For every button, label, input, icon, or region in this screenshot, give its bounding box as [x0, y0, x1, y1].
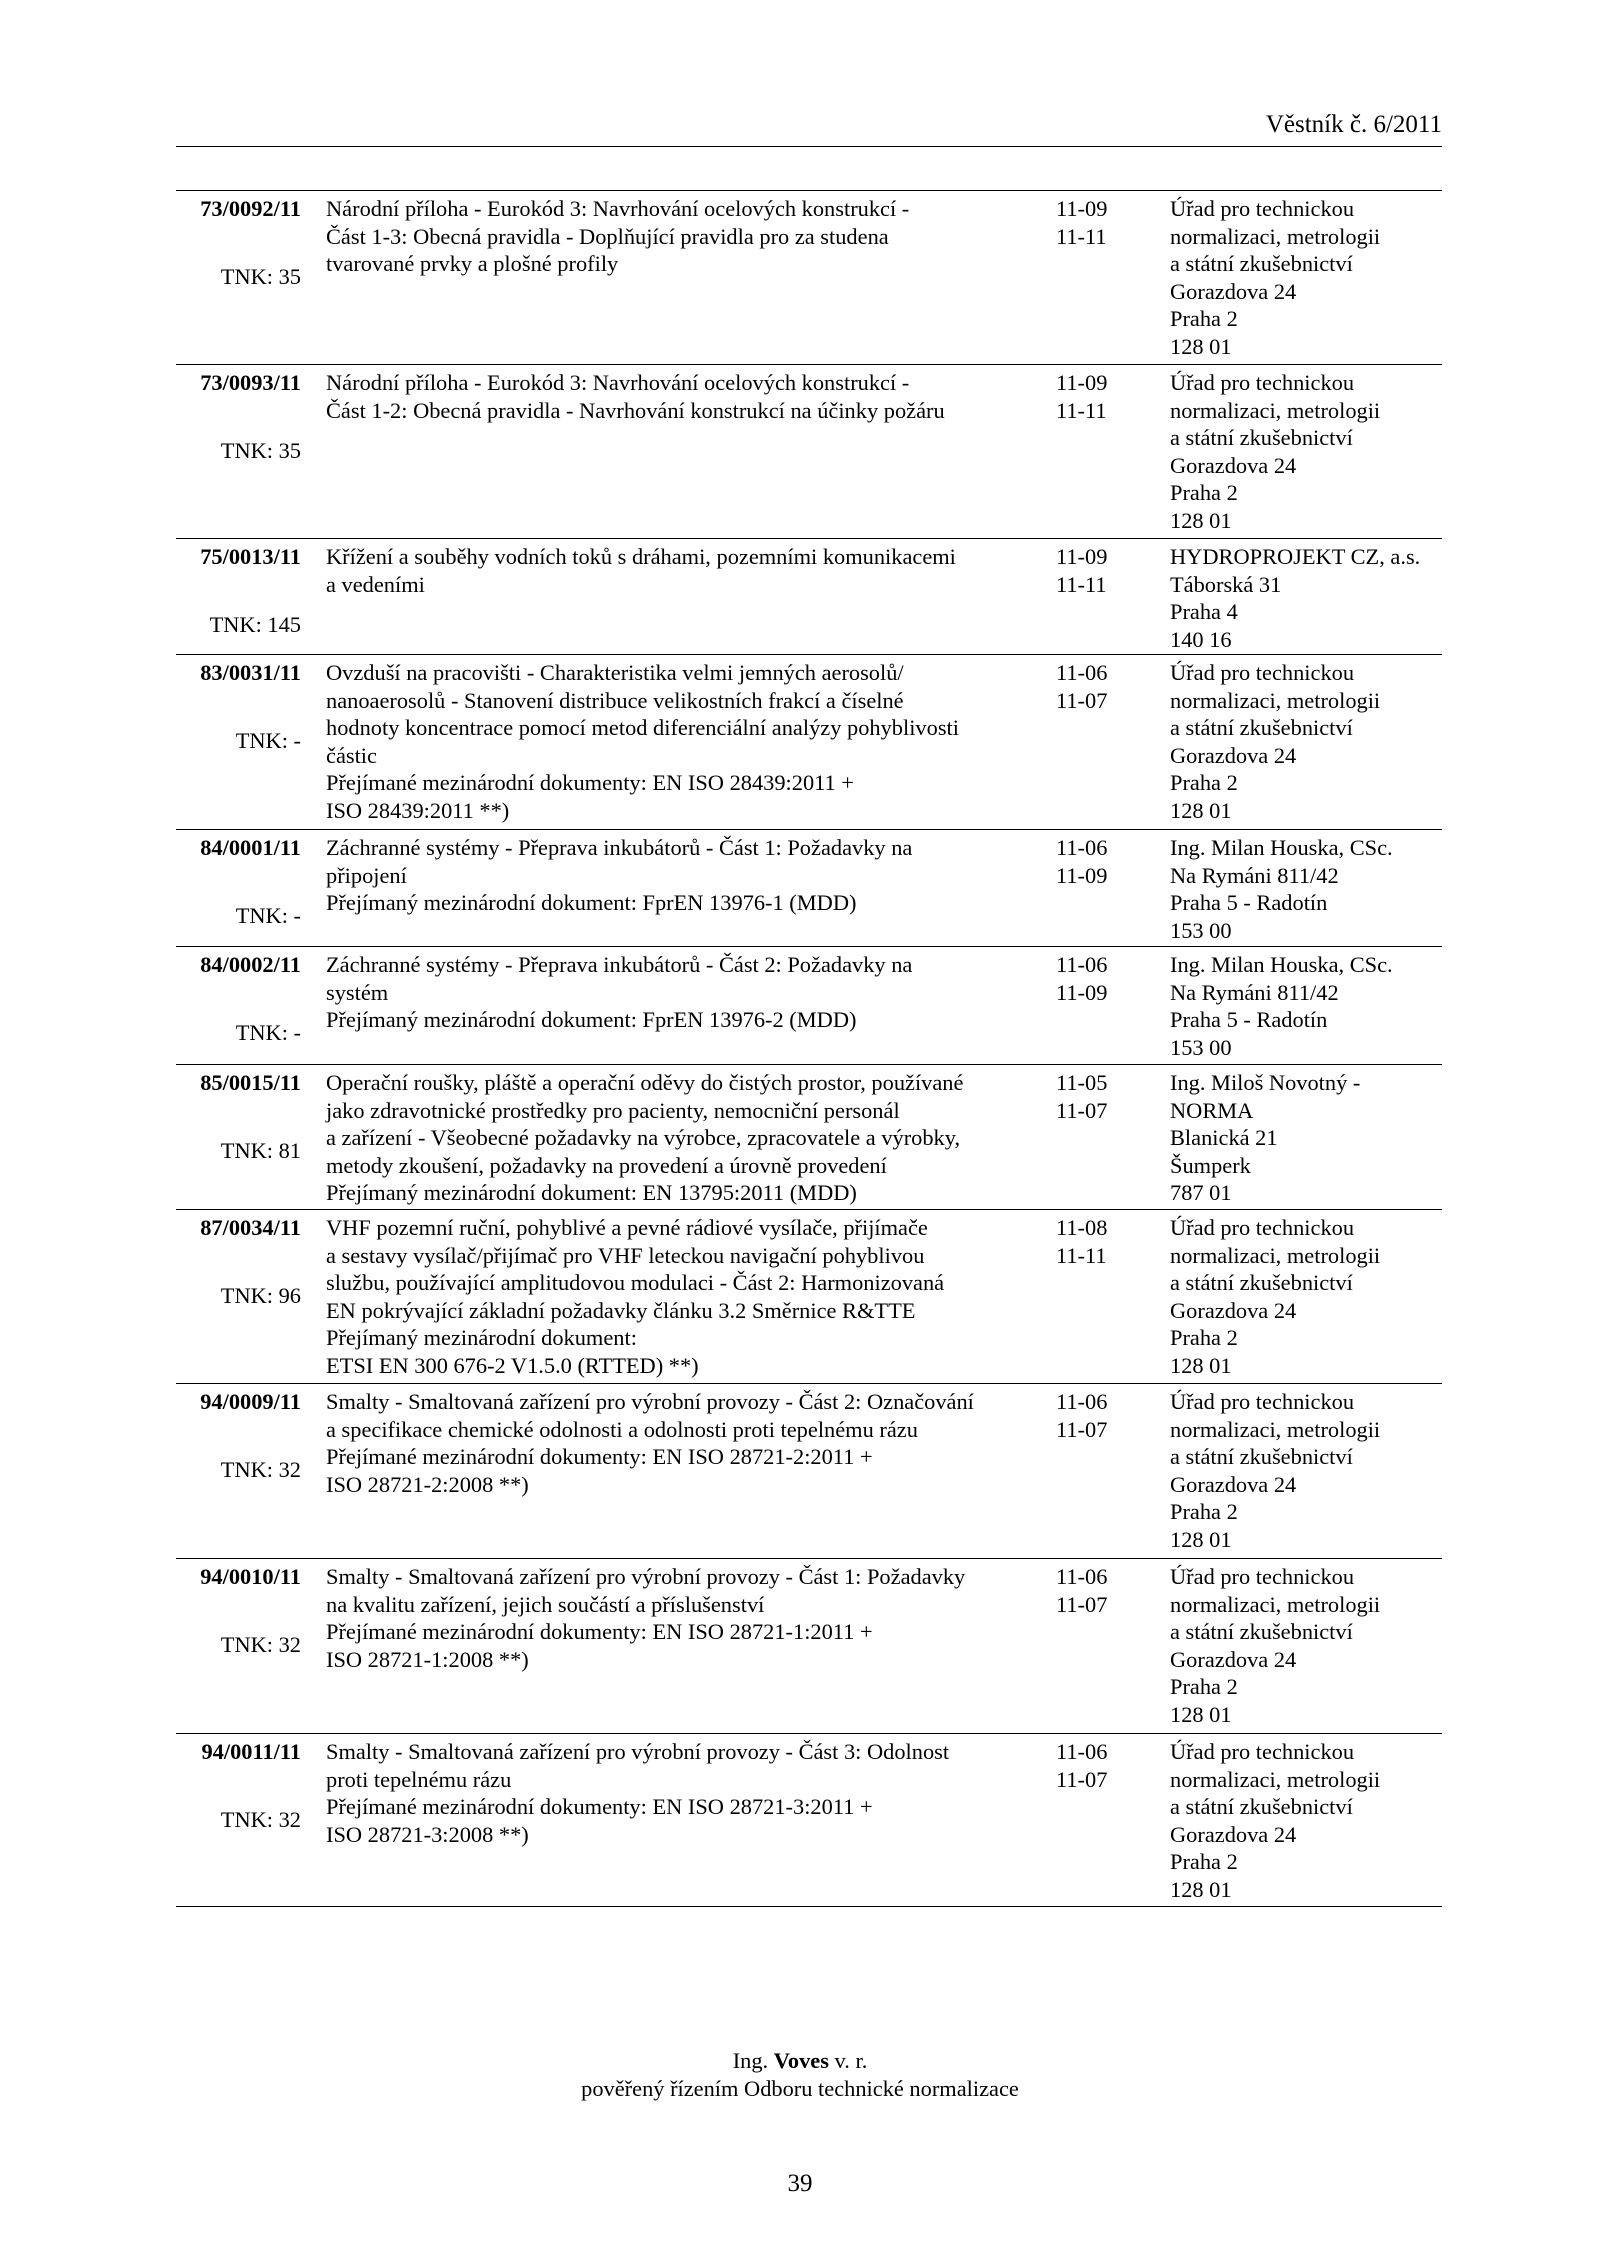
address-line: Ing. Milan Houska, CSc.	[1170, 952, 1393, 977]
address-line: normalizaci, metrologii	[1170, 687, 1381, 713]
address-line: Praha 2	[1170, 1325, 1238, 1351]
tnk-label: TNK: 32	[220, 1457, 301, 1482]
record-dates	[1056, 543, 1176, 598]
address-line: normalizaci, metrologii	[1170, 1591, 1381, 1617]
date-line: 11-06	[1056, 1739, 1108, 1764]
date-line: 11-11	[1056, 223, 1107, 249]
title-line: EN pokrývající základní požadavky článku 3.2 Směrnice R&TTE	[326, 1297, 916, 1323]
address-line: Praha 5 - Radotín	[1170, 1007, 1328, 1033]
date-line: 11-06	[1056, 660, 1108, 685]
record-id-cell	[176, 543, 301, 637]
address-line: Praha 2	[1170, 770, 1238, 796]
record-row	[176, 1064, 1442, 1209]
address-line: Ing. Milan Houska, CSc.	[1170, 835, 1393, 860]
record-id-cell	[176, 1214, 301, 1308]
address-line: a státní zkušebnictví	[1170, 1270, 1353, 1296]
record-number: 83/0031/11	[200, 660, 301, 685]
address-line: normalizaci, metrologii	[1170, 1766, 1381, 1792]
date-line: 11-11	[1056, 1242, 1107, 1268]
record-title	[326, 369, 1071, 424]
address-line: Praha 2	[1170, 1674, 1238, 1700]
record-address	[1170, 1738, 1450, 1904]
record-dates	[1056, 195, 1176, 250]
date-line: 11-07	[1056, 1097, 1108, 1123]
date-line: 11-09	[1056, 862, 1108, 888]
address-line: Gorazdova 24	[1170, 1471, 1297, 1497]
record-title	[326, 543, 1071, 598]
record-row	[176, 1209, 1442, 1383]
title-line: VHF pozemní ruční, pohyblivé a pevné rádiové vysílače, přijímače	[326, 1215, 928, 1240]
title-line: Smalty - Smaltovaná zařízení pro výrobní provozy - Část 3: Odolnost	[326, 1739, 950, 1764]
record-number: 84/0002/11	[200, 952, 301, 977]
record-dates	[1056, 1738, 1176, 1793]
tnk-label: TNK: -	[235, 1020, 301, 1045]
signature-prefix: Ing.	[732, 2048, 769, 2073]
date-line: 11-09	[1056, 979, 1108, 1005]
record-row	[176, 829, 1442, 946]
address-line: 153 00	[1170, 1034, 1232, 1060]
record-address	[1170, 1563, 1450, 1729]
title-line: Záchranné systémy - Přeprava inkubátorů - Část 1: Požadavky na	[326, 835, 913, 860]
title-line: Záchranné systémy - Přeprava inkubátorů - Část 2: Požadavky na	[326, 952, 913, 977]
title-line: a zařízení - Všeobecné požadavky na výrobce, zpracovatele a výrobky,	[326, 1125, 961, 1151]
record-number: 84/0001/11	[200, 835, 301, 860]
record-address	[1170, 1214, 1450, 1380]
address-line: Na Rymáni 811/42	[1170, 862, 1339, 888]
address-line: 128 01	[1170, 797, 1232, 823]
tnk-label: TNK: 35	[220, 438, 301, 463]
record-row	[176, 538, 1442, 654]
date-line: 11-06	[1056, 1564, 1108, 1589]
record-address	[1170, 659, 1450, 825]
address-line: Gorazdova 24	[1170, 742, 1297, 768]
address-line: Gorazdova 24	[1170, 452, 1297, 478]
title-line: jako zdravotnické prostředky pro pacienty, nemocniční personál	[326, 1097, 900, 1123]
record-title	[326, 1563, 1071, 1673]
address-line: Ing. Miloš Novotný -	[1170, 1070, 1361, 1095]
record-title	[326, 951, 1071, 1034]
record-number: 73/0092/11	[200, 196, 301, 221]
title-line: Přejímaný mezinárodní dokument:	[326, 1325, 637, 1351]
address-line: 128 01	[1170, 1701, 1232, 1727]
address-line: Gorazdova 24	[1170, 1821, 1297, 1847]
title-line: ISO 28721-1:2008 **)	[326, 1646, 529, 1672]
address-line: 128 01	[1170, 1876, 1232, 1902]
title-line: proti tepelnému rázu	[326, 1766, 512, 1792]
address-line: 128 01	[1170, 507, 1232, 533]
record-number: 94/0009/11	[200, 1389, 301, 1414]
address-line: 140 16	[1170, 626, 1232, 652]
record-title	[326, 659, 1071, 825]
record-id-cell	[176, 195, 301, 289]
date-line: 11-11	[1056, 397, 1107, 423]
tnk-label: TNK: -	[235, 728, 301, 753]
date-line: 11-05	[1056, 1070, 1108, 1095]
address-line: a státní zkušebnictví	[1170, 425, 1353, 451]
title-line: Národní příloha - Eurokód 3: Navrhování ocelových konstrukcí -	[326, 370, 910, 395]
title-line: Přejímaný mezinárodní dokument: FprEN 13976-2 (MDD)	[326, 1007, 857, 1033]
tnk-label: TNK: -	[235, 903, 301, 928]
title-line: Přejímaný mezinárodní dokument: EN 13795:2011 (MDD)	[326, 1180, 857, 1206]
address-line: a státní zkušebnictví	[1170, 715, 1353, 741]
title-line: Ovzduší na pracovišti - Charakteristika velmi jemných aerosolů/	[326, 660, 904, 685]
record-number: 94/0011/11	[201, 1739, 301, 1764]
address-line: Na Rymáni 811/42	[1170, 979, 1339, 1005]
address-line: NORMA	[1170, 1097, 1254, 1123]
record-title	[326, 195, 1071, 278]
title-line: a specifikace chemické odolnosti a odolnosti proti tepelnému rázu	[326, 1416, 918, 1442]
date-line: 11-07	[1056, 1766, 1108, 1792]
signature-suffix: v. r.	[834, 2048, 868, 2073]
record-id-cell	[176, 1738, 301, 1832]
date-line: 11-09	[1056, 370, 1108, 395]
title-line: hodnoty koncentrace pomocí metod diferenciální analýzy pohyblivosti	[326, 715, 959, 741]
record-address	[1170, 951, 1450, 1061]
address-line: 128 01	[1170, 333, 1232, 359]
tnk-label: TNK: 81	[220, 1138, 301, 1163]
address-line: normalizaci, metrologii	[1170, 223, 1381, 249]
address-line: a státní zkušebnictví	[1170, 1794, 1353, 1820]
record-number: 75/0013/11	[200, 544, 301, 569]
address-line: Úřad pro technickou	[1170, 1389, 1355, 1414]
signature-line	[0, 2047, 1600, 2075]
address-line: Úřad pro technickou	[1170, 1739, 1355, 1764]
title-line: nanoaerosolů - Stanovení distribuce velikostních frakcí a číselné	[326, 687, 904, 713]
address-line: Táborská 31	[1170, 571, 1282, 597]
title-line: ISO 28439:2011 **)	[326, 797, 510, 823]
address-line: Šumperk	[1170, 1152, 1251, 1178]
title-line: ISO 28721-2:2008 **)	[326, 1471, 529, 1497]
title-line: metody zkoušení, požadavky na provedení a úrovně provedení	[326, 1152, 887, 1178]
title-line: systém	[326, 979, 389, 1005]
record-id-cell	[176, 1388, 301, 1482]
date-line: 11-06	[1056, 1389, 1108, 1414]
record-id-cell	[176, 1563, 301, 1657]
record-row	[176, 654, 1442, 829]
record-id-cell	[176, 369, 301, 463]
record-title	[326, 834, 1071, 917]
address-line: Úřad pro technickou	[1170, 370, 1355, 395]
date-line: 11-06	[1056, 952, 1108, 977]
address-line: HYDROPROJEKT CZ, a.s.	[1170, 544, 1421, 569]
title-line: Křížení a souběhy vodních toků s dráhami, pozemními komunikacemi	[326, 544, 956, 569]
record-row	[176, 190, 1442, 364]
title-line: Smalty - Smaltovaná zařízení pro výrobní provozy - Část 1: Požadavky	[326, 1564, 966, 1589]
address-line: Praha 5 - Radotín	[1170, 890, 1328, 916]
tnk-label: TNK: 32	[220, 1632, 301, 1657]
title-line: Přejímané mezinárodní dokumenty: EN ISO 28439:2011 +	[326, 770, 854, 796]
records-table	[176, 190, 1442, 1907]
address-line: Úřad pro technickou	[1170, 660, 1355, 685]
title-line: tvarované prvky a plošné profily	[326, 251, 619, 277]
address-line: Praha 4	[1170, 599, 1238, 625]
record-dates	[1056, 1563, 1176, 1618]
record-dates	[1056, 369, 1176, 424]
address-line: Úřad pro technickou	[1170, 196, 1355, 221]
title-line: Přejímaný mezinárodní dokument: FprEN 13976-1 (MDD)	[326, 890, 857, 916]
title-line: Část 1-3: Obecná pravidla - Doplňující pravidla pro za studena	[326, 223, 889, 249]
record-title	[326, 1214, 1071, 1380]
date-line: 11-07	[1056, 687, 1108, 713]
address-line: a státní zkušebnictví	[1170, 1444, 1353, 1470]
title-line: na kvalitu zařízení, jejich součástí a příslušenství	[326, 1591, 765, 1617]
record-address	[1170, 1388, 1450, 1554]
title-line: Část 1-2: Obecná pravidla - Navrhování konstrukcí na účinky požáru	[326, 397, 945, 423]
record-dates	[1056, 834, 1176, 889]
address-line: Praha 2	[1170, 306, 1238, 332]
address-line: 787 01	[1170, 1180, 1232, 1206]
record-id-cell	[176, 951, 301, 1045]
record-dates	[1056, 1388, 1176, 1443]
record-id-cell	[176, 834, 301, 928]
address-line: normalizaci, metrologii	[1170, 1242, 1381, 1268]
title-line: Přejímané mezinárodní dokumenty: EN ISO 28721-1:2011 +	[326, 1619, 873, 1645]
record-row	[176, 946, 1442, 1064]
date-line: 11-07	[1056, 1591, 1108, 1617]
record-dates	[1056, 1214, 1176, 1269]
title-line: Operační roušky, pláště a operační oděvy do čistých prostor, používané	[326, 1070, 964, 1095]
title-line: částic	[326, 742, 377, 768]
page-number: 39	[787, 2170, 813, 2197]
title-line: službu, používající amplitudovou modulaci - Část 2: Harmonizovaná	[326, 1270, 945, 1296]
record-dates	[1056, 659, 1176, 714]
address-line: Gorazdova 24	[1170, 1297, 1297, 1323]
tnk-label: TNK: 35	[220, 264, 301, 289]
record-id-cell	[176, 659, 301, 753]
record-address	[1170, 834, 1450, 944]
record-row	[176, 1558, 1442, 1733]
record-row	[176, 364, 1442, 538]
record-dates	[1056, 951, 1176, 1006]
record-address	[1170, 1069, 1450, 1207]
title-line: a sestavy vysílač/přijímač pro VHF leteckou navigační pohyblivou	[326, 1242, 925, 1268]
signature-block	[0, 2047, 1600, 2103]
record-title	[326, 1388, 1071, 1498]
record-number: 85/0015/11	[200, 1070, 301, 1095]
tnk-label: TNK: 32	[220, 1807, 301, 1832]
record-number: 87/0034/11	[200, 1215, 301, 1240]
record-address	[1170, 195, 1450, 361]
record-address	[1170, 543, 1450, 653]
title-line: a vedeními	[326, 571, 425, 597]
address-line: normalizaci, metrologii	[1170, 397, 1381, 423]
date-line: 11-07	[1056, 1416, 1108, 1442]
title-line: Národní příloha - Eurokód 3: Navrhování ocelových konstrukcí -	[326, 196, 910, 221]
date-line: 11-09	[1056, 196, 1108, 221]
signature-name: Voves	[773, 2048, 829, 2073]
journal-title: Věstník č. 6/2011	[1265, 111, 1442, 138]
address-line: 128 01	[1170, 1526, 1232, 1552]
address-line: Úřad pro technickou	[1170, 1564, 1355, 1589]
record-number: 73/0093/11	[200, 370, 301, 395]
date-line: 11-06	[1056, 835, 1108, 860]
address-line: normalizaci, metrologii	[1170, 1416, 1381, 1442]
page-header	[176, 110, 1442, 147]
title-line: Smalty - Smaltovaná zařízení pro výrobní provozy - Část 2: Označování	[326, 1389, 974, 1414]
address-line: a státní zkušebnictví	[1170, 251, 1353, 277]
address-line: 128 01	[1170, 1352, 1232, 1378]
address-line: Praha 2	[1170, 480, 1238, 506]
tnk-label: TNK: 145	[209, 612, 301, 637]
address-line: 153 00	[1170, 917, 1232, 943]
record-dates	[1056, 1069, 1176, 1124]
record-number: 94/0010/11	[200, 1564, 301, 1589]
date-line: 11-08	[1056, 1215, 1108, 1240]
title-line: Přejímané mezinárodní dokumenty: EN ISO 28721-2:2011 +	[326, 1444, 873, 1470]
address-line: a státní zkušebnictví	[1170, 1619, 1353, 1645]
date-line: 11-11	[1056, 571, 1107, 597]
title-line: ETSI EN 300 676-2 V1.5.0 (RTTED) **)	[326, 1352, 699, 1378]
title-line: ISO 28721-3:2008 **)	[326, 1821, 529, 1847]
date-line: 11-09	[1056, 544, 1108, 569]
record-row	[176, 1383, 1442, 1558]
address-line: Praha 2	[1170, 1849, 1238, 1875]
signature-role: pověřený řízením Odboru technické normalizace	[581, 2076, 1019, 2101]
record-title	[326, 1069, 1071, 1207]
tnk-label: TNK: 96	[220, 1283, 301, 1308]
record-row	[176, 1733, 1442, 1907]
record-title	[326, 1738, 1071, 1848]
record-address	[1170, 369, 1450, 535]
address-line: Blanická 21	[1170, 1125, 1278, 1151]
record-id-cell	[176, 1069, 301, 1163]
title-line: připojení	[326, 862, 407, 888]
address-line: Praha 2	[1170, 1499, 1238, 1525]
title-line: Přejímané mezinárodní dokumenty: EN ISO 28721-3:2011 +	[326, 1794, 873, 1820]
address-line: Úřad pro technickou	[1170, 1215, 1355, 1240]
address-line: Gorazdova 24	[1170, 1646, 1297, 1672]
address-line: Gorazdova 24	[1170, 278, 1297, 304]
